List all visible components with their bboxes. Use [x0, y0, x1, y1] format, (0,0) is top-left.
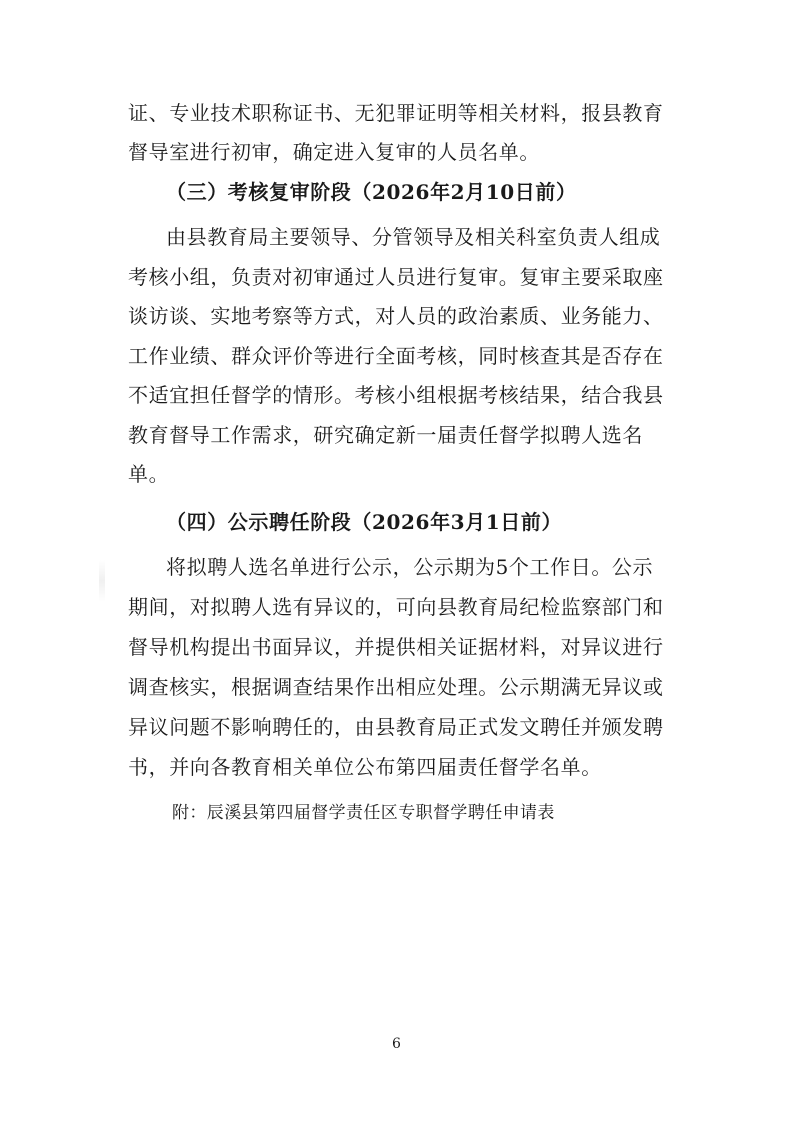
body-text-line: 督导机构提出书面异议，并提供相关证据材料，对异议进行	[128, 635, 664, 659]
section-heading-3: （三）考核复审阶段（2026年2月10日前）	[166, 180, 577, 204]
body-text-line: 不适宜担任督学的情形。考核小组根据考核结果，结合我县	[128, 383, 664, 407]
body-text-line: 期间，对拟聘人选有异议的，可向县教育局纪检监察部门和	[128, 595, 664, 619]
body-text-line: 教育督导工作需求，研究确定新一届责任督学拟聘人选名	[128, 423, 643, 447]
body-text-line: 调查核实，根据调查结果作出相应处理。公示期满无异议或	[128, 675, 664, 699]
body-text-line: 书，并向各教育相关单位公布第四届责任督学名单。	[128, 755, 602, 779]
body-text-line: 谈访谈、实地考察等方式，对人员的政治素质、业务能力、	[128, 304, 664, 328]
body-text-line: 单。	[128, 462, 170, 486]
page-number: 6	[392, 1036, 401, 1052]
section-heading-4: （四）公示聘任阶段（2026年3月1日前）	[166, 510, 563, 534]
body-text-line: 工作业绩、群众评价等进行全面考核，同时核查其是否存在	[128, 344, 664, 368]
body-text-line: 由县教育局主要领导、分管领导及相关科室负责人组成	[166, 225, 661, 249]
body-text-line: 证、专业技术职称证书、无犯罪证明等相关材料，报县教育	[128, 101, 664, 125]
body-text-line: 考核小组，负责对初审通过人员进行复审。复审主要采取座	[128, 265, 664, 289]
body-text-line: 督导室进行初审，确定进入复审的人员名单。	[128, 140, 540, 164]
scan-artifact	[99, 560, 105, 602]
body-text-line: 异议问题不影响聘任的，由县教育局正式发文聘任并颁发聘	[128, 715, 664, 739]
body-text-line: 将拟聘人选名单进行公示，公示期为5个工作日。公示	[166, 555, 654, 579]
attachment-note: 附：辰溪县第四届督学责任区专职督学聘任申请表	[172, 803, 555, 823]
